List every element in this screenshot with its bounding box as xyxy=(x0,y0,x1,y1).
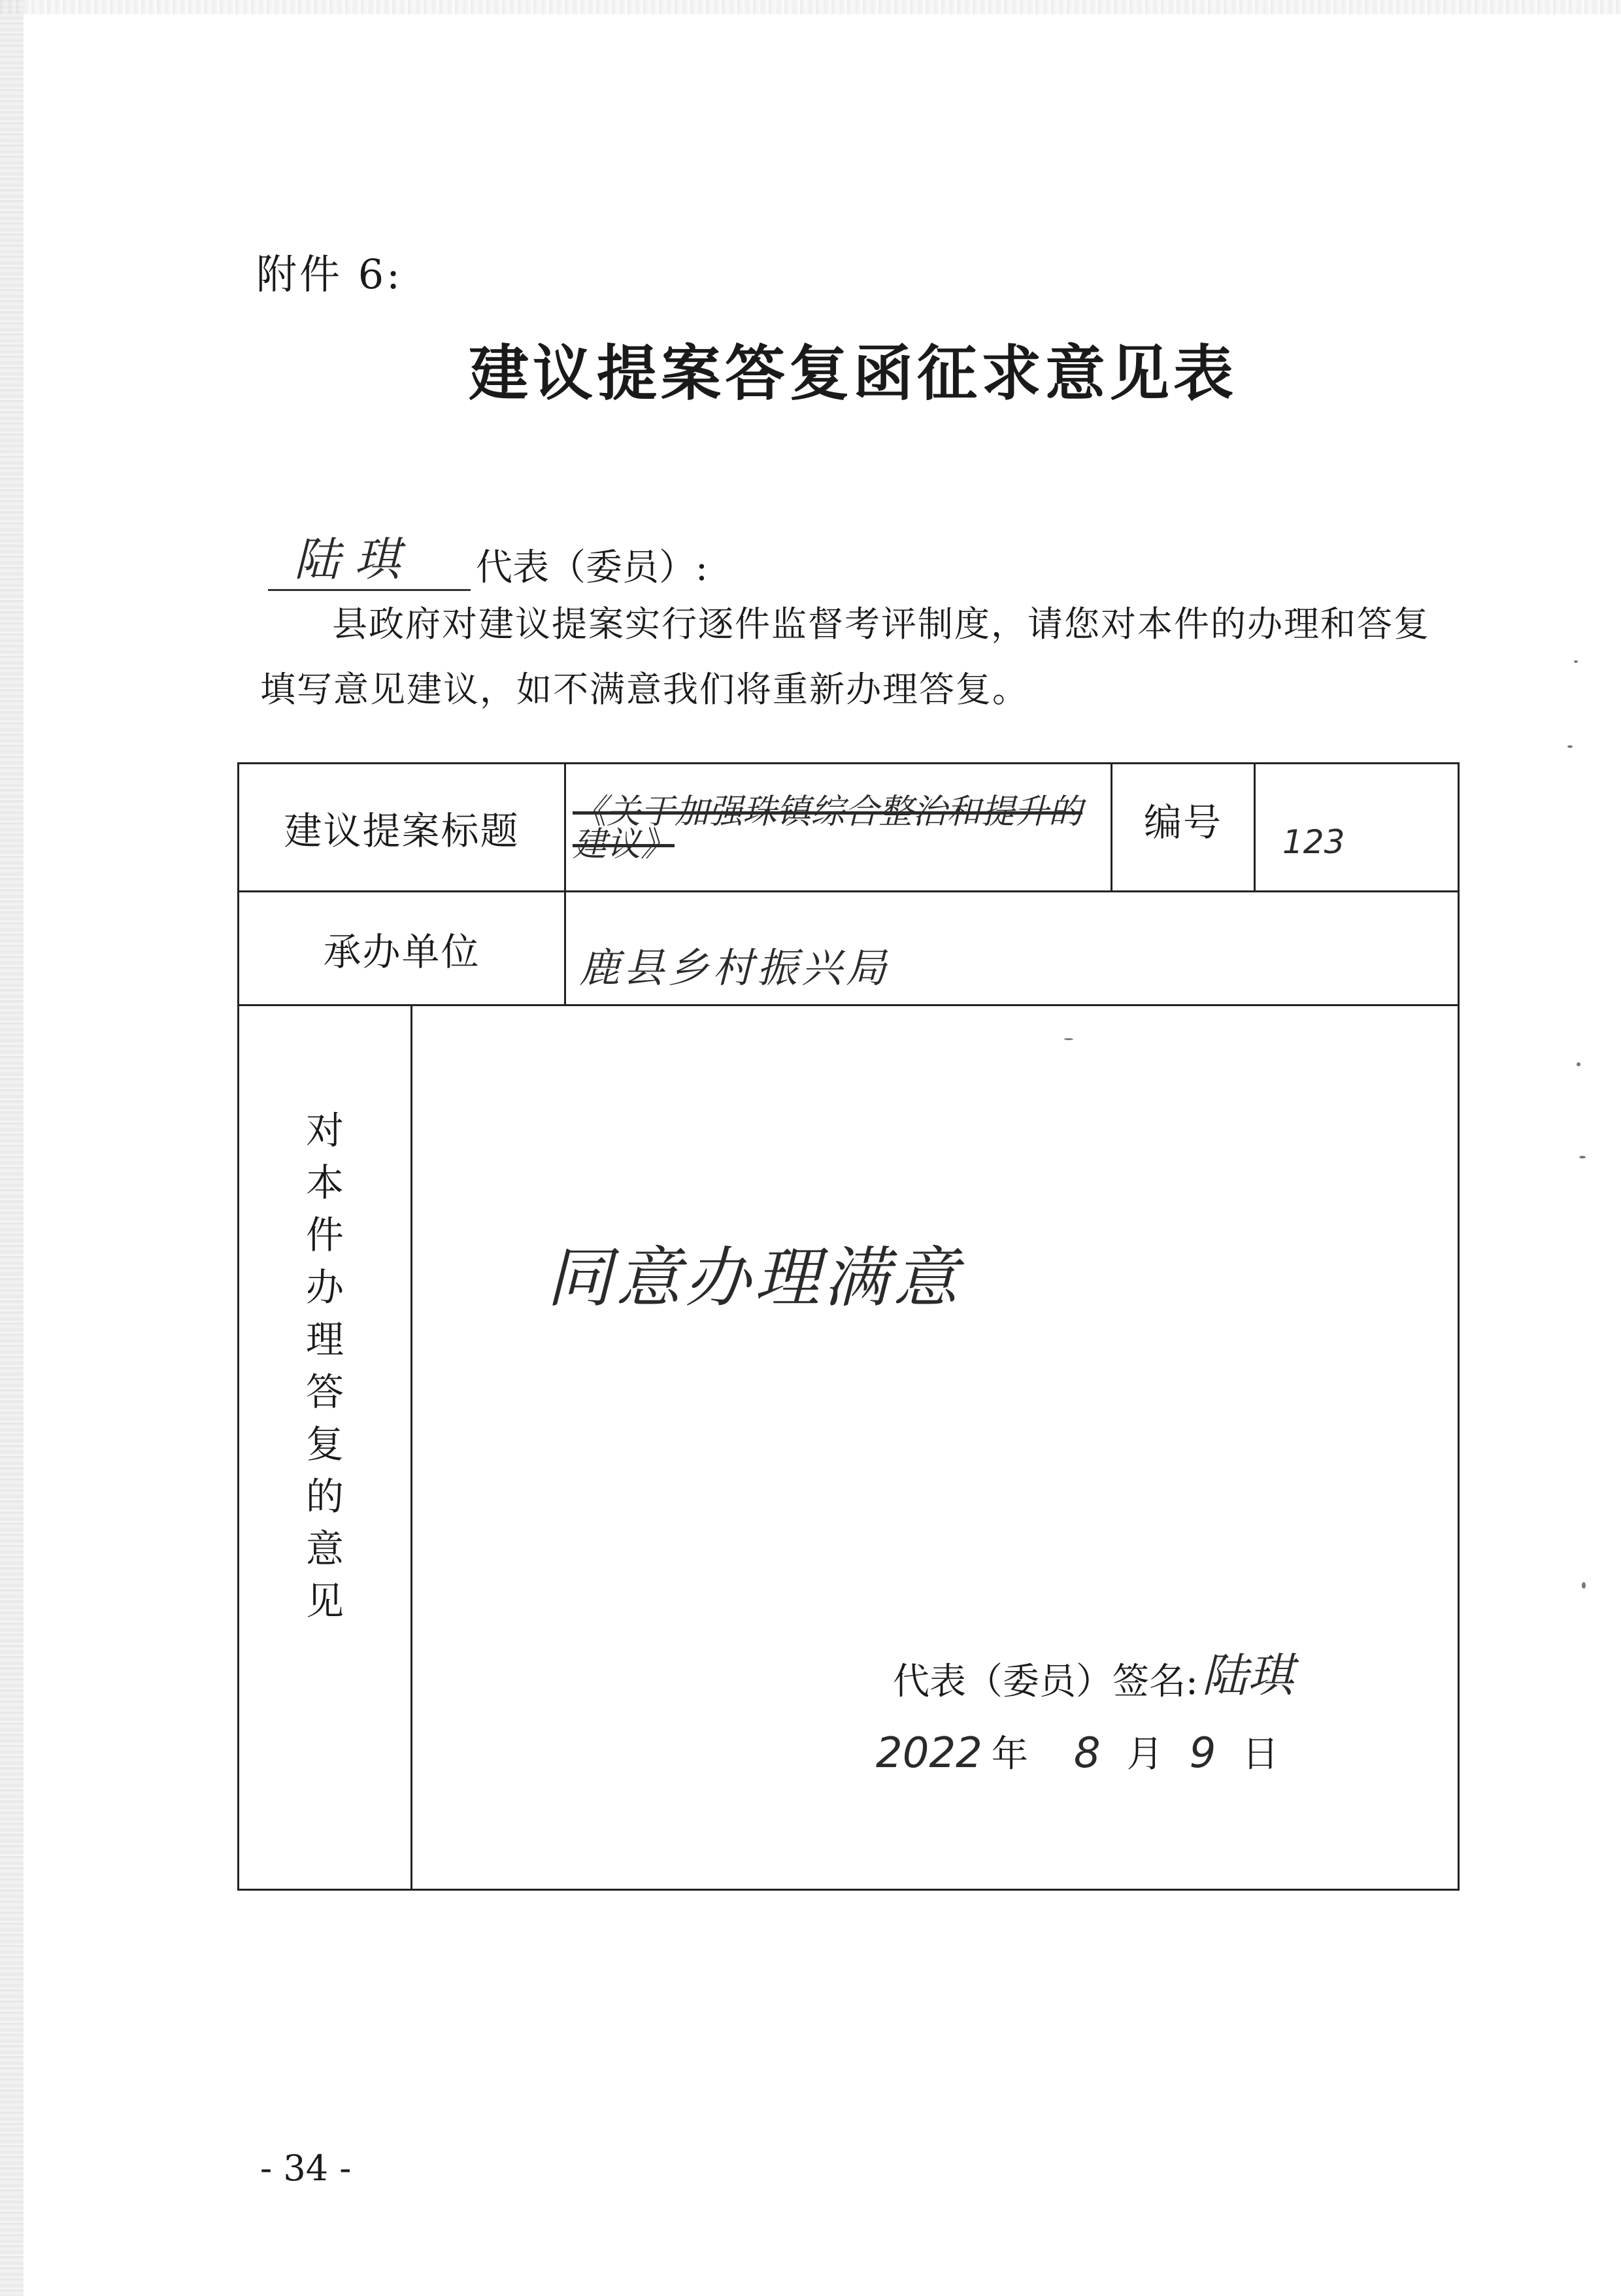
scan-speck xyxy=(1577,1062,1580,1066)
col-divider-label xyxy=(564,764,566,1004)
scan-speck xyxy=(1567,745,1573,748)
handling-unit-label: 承办单位 xyxy=(323,929,480,974)
opinion-label-char: 见 xyxy=(305,1579,344,1623)
signature-label: 代表（委员）签名: xyxy=(893,1661,1198,1703)
date-month-value: 8 xyxy=(1073,1729,1101,1778)
page-number: - 34 - xyxy=(260,2148,352,2189)
salutation xyxy=(268,523,708,591)
row-divider-2 xyxy=(239,1004,1458,1006)
opinion-value-handwritten: 同意办理满意 xyxy=(546,1240,962,1316)
date-day-unit: 日 xyxy=(1242,1733,1279,1776)
number-label: 编号 xyxy=(1143,800,1222,845)
opinion-label-vertical xyxy=(239,1104,410,1627)
proposal-title-label: 建议提案标题 xyxy=(284,808,520,853)
opinion-label-char: 意 xyxy=(305,1527,344,1571)
intro-paragraph: 县政府对建议提案实行逐件监督考评制度，请您对本件的办理和答复填写意见建议，如不满意我们将重新办理答复。 xyxy=(260,603,1430,710)
scan-speck xyxy=(1574,660,1578,663)
opinion-label-char: 的 xyxy=(305,1474,344,1519)
col-divider-opinion xyxy=(410,1004,412,1889)
date-month-unit: 月 xyxy=(1126,1733,1163,1776)
salutation-suffix: 代表（委员）: xyxy=(476,547,708,589)
date-year-unit: 年 xyxy=(991,1733,1028,1776)
salutation-name-handwritten: 陆 琪 xyxy=(268,523,471,591)
date-row xyxy=(867,1725,1278,1778)
number-value: 123 xyxy=(1282,823,1345,861)
opinion-label-char: 复 xyxy=(305,1422,344,1466)
opinion-label-char: 办 xyxy=(305,1265,344,1309)
col-divider-number-value xyxy=(1254,764,1256,890)
handling-unit-value: 鹿县乡村振兴局 xyxy=(579,944,891,992)
scan-speck xyxy=(1064,1038,1073,1040)
proposal-title-value: 《关于加强珠镇综合整治和提升的建议》 xyxy=(573,792,1083,864)
signature-value-handwritten: 陆琪 xyxy=(1201,1649,1294,1702)
opinion-form-table xyxy=(237,762,1460,1891)
opinion-label-char: 件 xyxy=(305,1213,344,1257)
scan-edge-top xyxy=(0,0,1621,14)
scan-speck xyxy=(1579,1156,1586,1158)
opinion-label-char: 理 xyxy=(305,1317,344,1362)
opinion-label-char: 答 xyxy=(305,1370,344,1414)
date-year-value: 2022 xyxy=(876,1729,982,1778)
scan-speck xyxy=(1582,1582,1586,1589)
attachment-label: 附件 6: xyxy=(256,250,403,298)
signature-row xyxy=(893,1639,1294,1705)
opinion-label-char: 本 xyxy=(305,1160,344,1205)
date-day-value: 9 xyxy=(1189,1729,1216,1778)
opinion-label-char: 对 xyxy=(305,1108,344,1153)
document-title: 建议提案答复函征求意见表 xyxy=(468,338,1237,409)
